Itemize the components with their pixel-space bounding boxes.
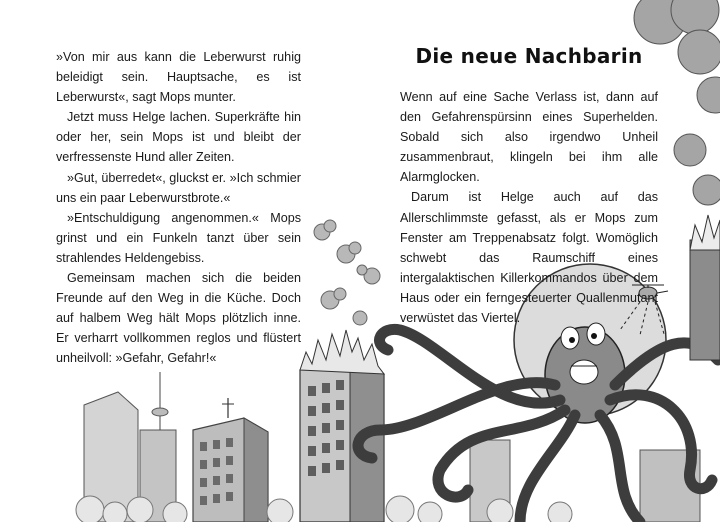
fire-right [690,215,720,360]
left-page-text [56,47,301,369]
paragraph: Darum ist Helge auch auf das Allerschlimmste gefasst, als er Mops zum Fenster am Treppenabsatz folgt. Womöglich schwebt das Raumschiff eines intergalaktischen Killerkommandos über dem Haus oder ein ferngesteuerter Quallenmutant verwüstet das Viertel. [400,190,658,326]
paragraph: »Entschuldigung angenommen.« Mops grinst und ein Funkeln tanzt über sein strahlendes Heldengebiss. [56,210,301,265]
paragraph: Jetzt muss Helge lachen. Superkräfte hin oder her, sein Mops ist und bleibt der verfressenste Hund aller Zeiten. [56,110,301,165]
paragraph: Wenn auf eine Sache Verlass ist, dann auf den Gefahrenspürsinn eines Superhelden. Sobald sich also irgendwo Unheil zusammenbraut, klingeln bei ihm alle Alarmglocken. [400,90,658,185]
smoke-puffs [314,220,380,325]
chapter-title: Die neue Nachbarin [415,44,643,68]
right-page-text [400,87,658,328]
paragraph: »Gut, überredet«, gluckst er. »Ich schmier uns ein paar Leberwurstbrote.« [56,170,301,205]
paragraph: Gemeinsam machen sich die beiden Freunde auf den Weg in die Küche. Doch auf halbem Weg hält Mops plötzlich inne. Er verharrt vollkommen reglos und flüstert unheilvoll: »Gefahr, Gefahr!« [56,271,301,366]
paragraph: »Von mir aus kann die Leberwurst ruhig beleidigt sein. Hauptsache, es ist Leberwurst«, sagt Mops munter. [56,50,301,105]
building-left [193,398,268,522]
